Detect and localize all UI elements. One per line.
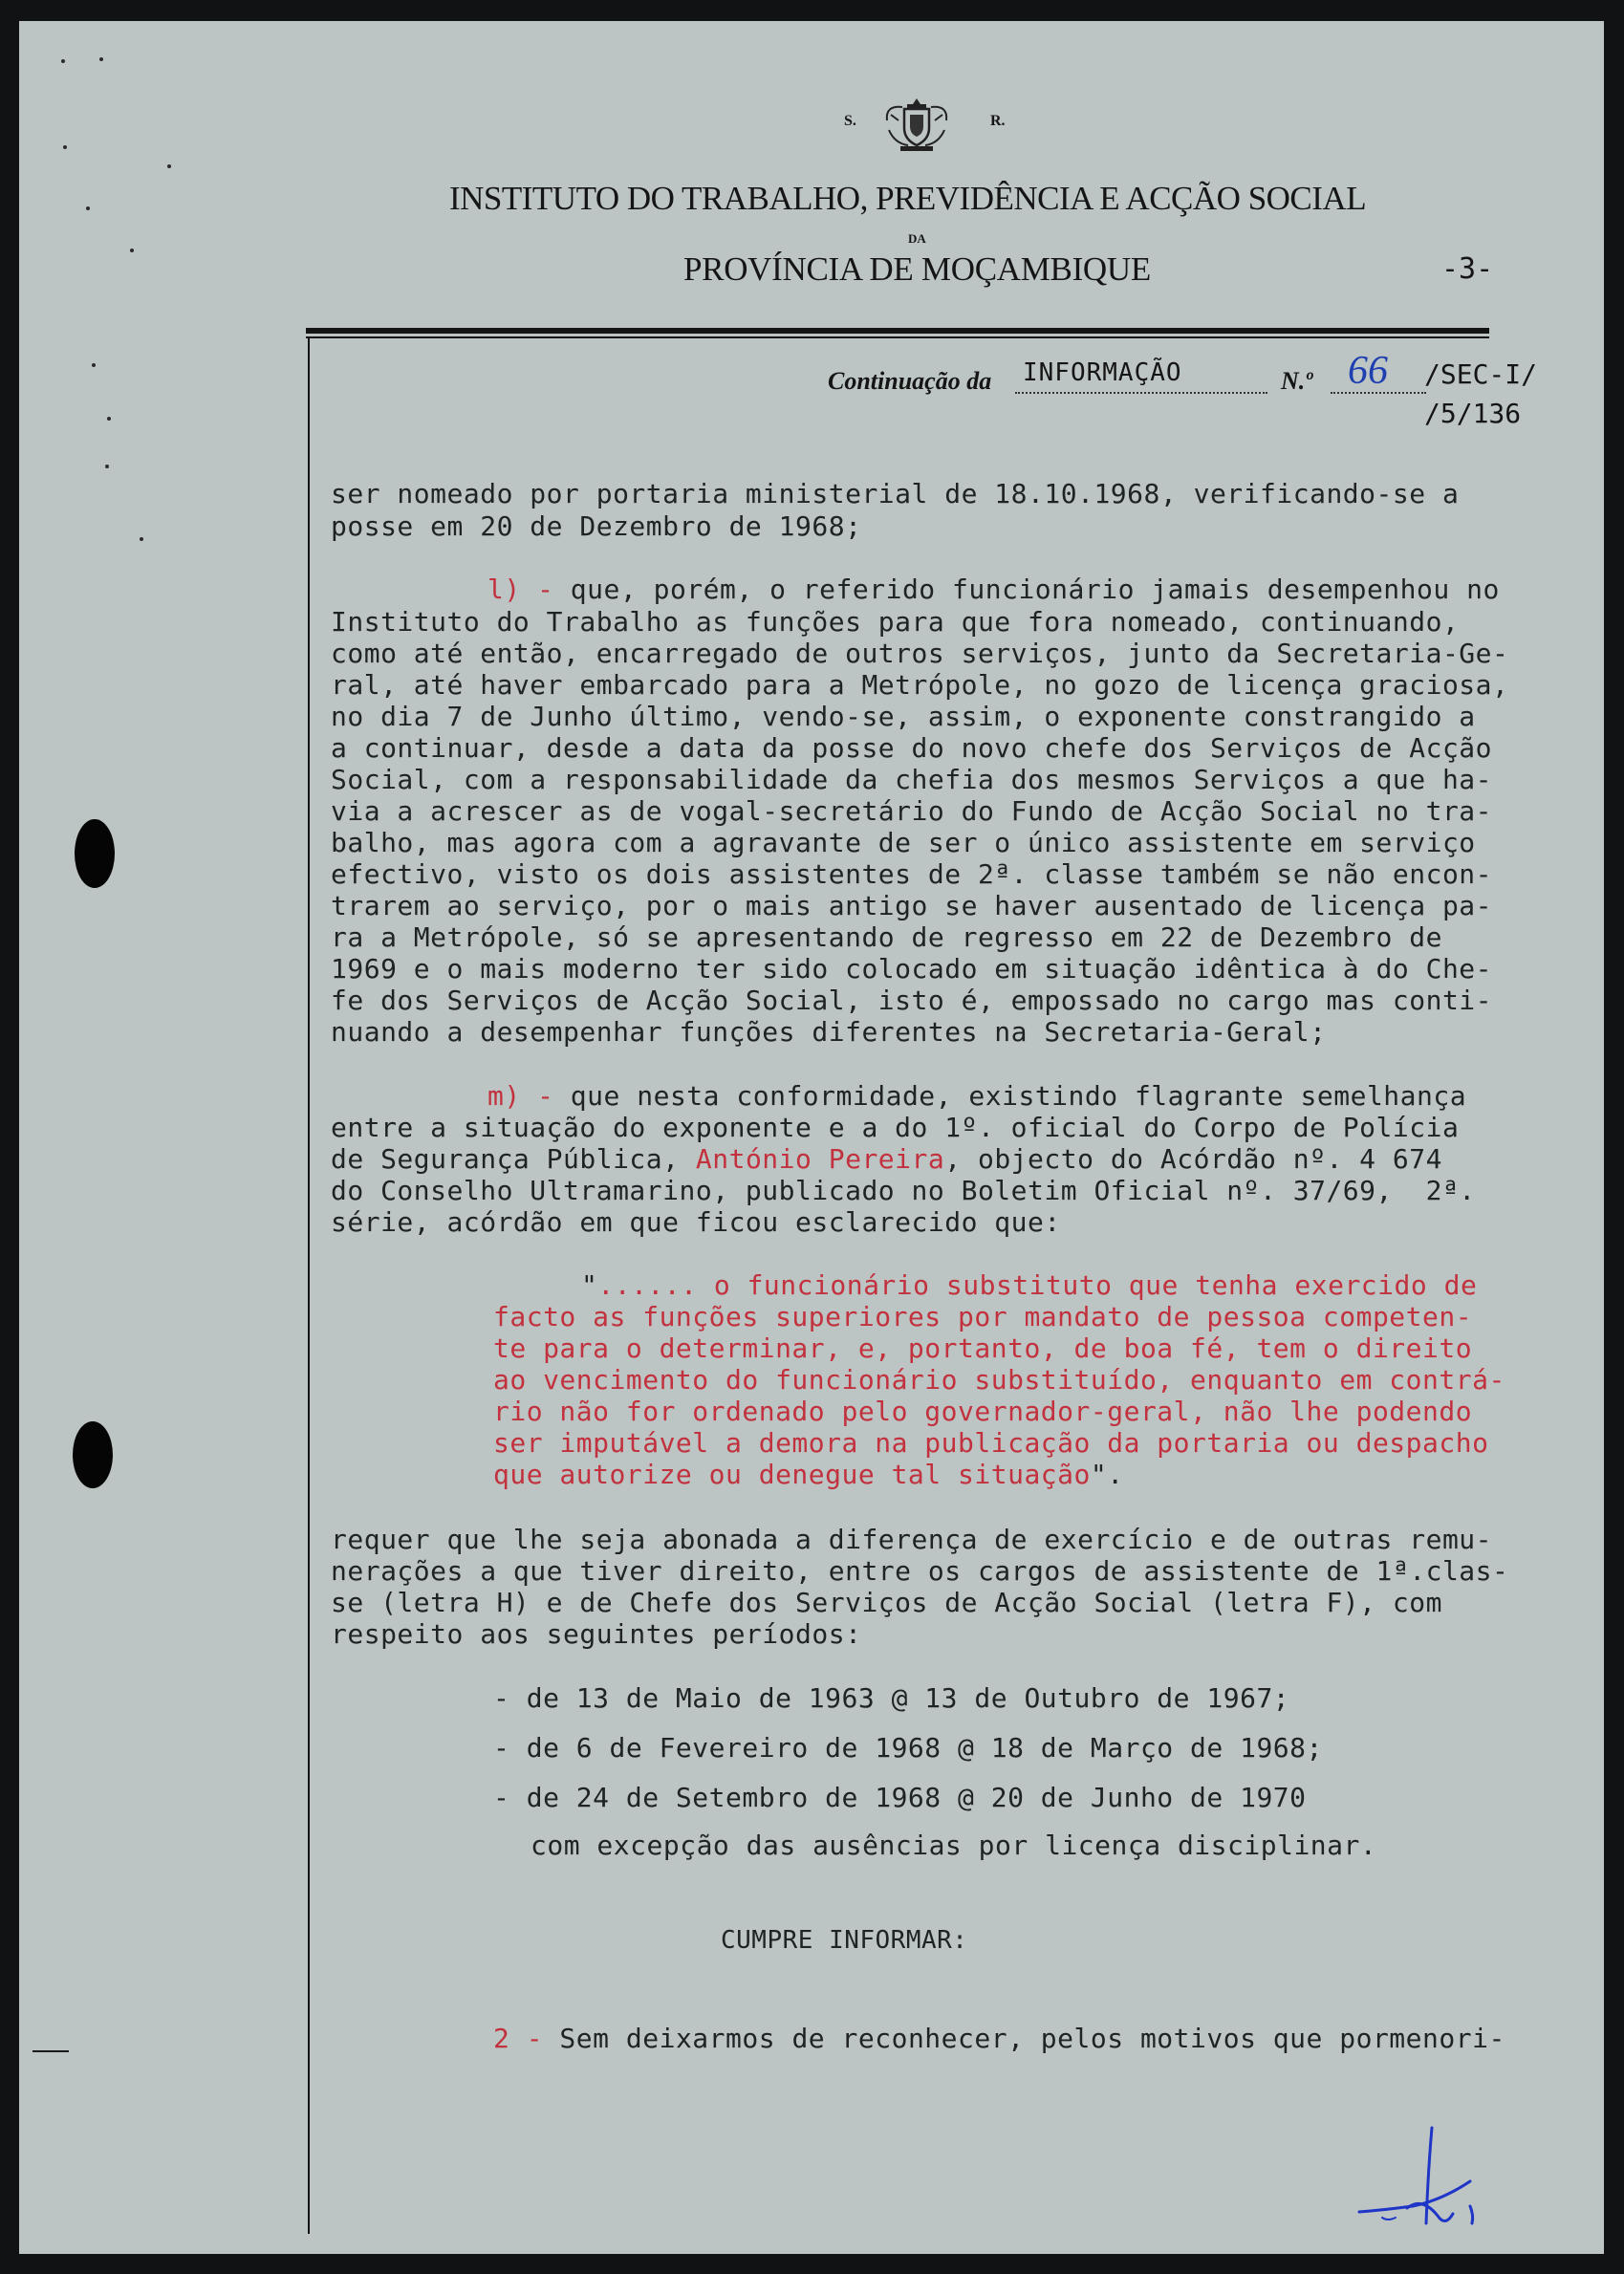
- text-span: que nesta conformidade, existindo flagrante semelhança: [553, 1080, 1467, 1112]
- text-line: via a acrescer as de vogal-secretário do Fundo de Acção Social no tra-: [331, 795, 1493, 827]
- binding-mark: [92, 363, 96, 367]
- text-line: ral, até haver embarcado para a Metrópole, no gozo de licença graciosa,: [331, 669, 1509, 701]
- text-line: balho, mas agora com a agravante de ser o único assistente em serviço: [331, 827, 1476, 858]
- binding-mark: [86, 206, 90, 210]
- period-item: - de 6 de Fevereiro de 1968 @ 18 de Março de 1968;: [493, 1732, 1323, 1764]
- text-line: no dia 7 de Junho último, vendo-se, assim, o exponente constrangido a: [331, 701, 1476, 732]
- continuation-label: Continuação da: [828, 367, 992, 395]
- page-number: -3-: [1441, 252, 1494, 286]
- text-line: ra a Metrópole, só se apresentando de regresso em 22 de Dezembro de: [331, 921, 1442, 953]
- quote-close-mark: ".: [1090, 1459, 1124, 1490]
- binding-mark: [105, 465, 109, 468]
- text-line: se (letra H) e de Chefe dos Serviços de Acção Social (letra F), com: [331, 1587, 1442, 1618]
- text-line: como até então, encarregado de outros serviços, junto da Secretaria-Ge-: [331, 638, 1509, 669]
- text-line: do Conselho Ultramarino, publicado no Boletim Oficial nº. 37/69, 2ª.: [331, 1175, 1476, 1206]
- handwritten-signature: [1346, 2124, 1518, 2239]
- text-span: Sem deixarmos de reconhecer, pelos motivos que pormenori-: [543, 2023, 1505, 2054]
- binding-mark: [99, 57, 103, 61]
- text-line: trarem ao serviço, por o mais antigo se haver ausentado de licença pa-: [331, 890, 1493, 921]
- text-line: a continuar, desde a data da posse do novo chefe dos Serviços de Acção: [331, 732, 1493, 764]
- text-line: efectivo, visto os dois assistentes de 2ª. classe também se não encon-: [331, 858, 1493, 890]
- text-line: requer que lhe seja abonada a diferença de exercício e de outras remu-: [331, 1524, 1493, 1555]
- quote-text: que autorize ou denegue tal situação: [493, 1459, 1091, 1490]
- handwritten-number: 66: [1348, 349, 1388, 393]
- quote-line: ao vencimento do funcionário substituído, enquanto em contrá-: [493, 1364, 1505, 1396]
- text-line: fe dos Serviços de Acção Social, isto é, empossado no cargo mas conti-: [331, 985, 1493, 1016]
- text-line: ser nomeado por portaria ministerial de 18.10.1968, verificando-se a: [331, 478, 1460, 509]
- paragraph-marker: 2 -: [493, 2023, 544, 2054]
- quote-line: ser imputável a demora na publicação da portaria ou despacho: [493, 1427, 1489, 1459]
- header-title-da: DA: [908, 231, 926, 246]
- binding-mark: [130, 249, 134, 252]
- quote-text: ...... o funcionário substituto que tenha exercido de: [597, 1269, 1478, 1301]
- section-heading: CUMPRE INFORMAR:: [721, 1926, 968, 1955]
- left-margin-rule: [308, 336, 310, 2234]
- header-rule-thin: [306, 336, 1489, 338]
- punch-hole-top: [75, 819, 115, 888]
- margin-tick-mark: [32, 2050, 69, 2052]
- quote-last-line: [493, 1459, 1124, 1490]
- binding-mark: [63, 145, 67, 149]
- binding-mark: [167, 164, 171, 168]
- text-line: Social, com a responsabilidade da chefia dos mesmos Serviços a que ha-: [331, 764, 1493, 795]
- period-item: - de 24 de Setembro de 1968 @ 20 de Junho de 1970: [493, 1782, 1307, 1813]
- text-line: respeito aos seguintes períodos:: [331, 1618, 862, 1650]
- binding-mark: [107, 417, 111, 421]
- text-line: nerações a que tiver direito, entre os cargos de assistente de 1ª.clas-: [331, 1555, 1509, 1587]
- header-title-line1: INSTITUTO DO TRABALHO, PREVIDÊNCIA E ACÇÃO SOCIAL: [449, 180, 1367, 217]
- punch-hole-bottom: [73, 1421, 113, 1488]
- highlighted-name: António Pereira: [695, 1143, 945, 1175]
- quote-line: rio não for ordenado pelo governador-geral, não lhe podendo: [493, 1396, 1473, 1427]
- document-type: INFORMAÇÃO: [1023, 358, 1182, 387]
- paragraph-2-first-line: [493, 2023, 1505, 2054]
- text-span: , objecto do Acórdão nº. 4 674: [944, 1143, 1442, 1175]
- text-line: entre a situação do exponente e a do 1º. oficial do Corpo de Polícia: [331, 1112, 1460, 1143]
- header-rule-thick: [306, 328, 1489, 334]
- text-line: nuando a desempenhar funções diferentes na Secretaria-Geral;: [331, 1016, 1327, 1048]
- text-line: 1969 e o mais moderno ter sido colocado em situação idêntica à do Che-: [331, 953, 1493, 985]
- quote-first-line: [581, 1269, 1477, 1301]
- text-span: de Segurança Pública,: [331, 1143, 696, 1175]
- binding-mark: [61, 59, 65, 63]
- quote-line: facto as funções superiores por mandato de pessoa competen-: [493, 1301, 1473, 1332]
- binding-mark: [140, 537, 143, 541]
- quote-open-mark: ": [581, 1269, 598, 1301]
- paragraph-marker: m) -: [487, 1080, 554, 1112]
- exception-note: com excepção das ausências por licença disciplinar.: [531, 1830, 1377, 1861]
- reference-code: /SEC-I/: [1424, 358, 1538, 390]
- paragraph-marker: l) -: [487, 574, 554, 605]
- reference-code-line2: /5/136: [1424, 398, 1522, 429]
- text-line: posse em 20 de Dezembro de 1968;: [331, 510, 862, 542]
- header-sr-right: R.: [990, 113, 1006, 129]
- text-line-with-name: [331, 1143, 1442, 1175]
- header-title-line2: PROVÍNCIA DE MOÇAMBIQUE: [683, 250, 1151, 288]
- quote-line: te para o determinar, e, portanto, de boa fé, tem o direito: [493, 1332, 1473, 1364]
- text-line: Instituto do Trabalho as funções para que fora nomeado, continuando,: [331, 606, 1460, 638]
- text-span: que, porém, o referido funcionário jamais desempenhou no: [553, 574, 1500, 605]
- coat-of-arms-emblem: [881, 96, 952, 155]
- document-type-underline: [1015, 392, 1267, 394]
- number-label: N.º: [1281, 367, 1313, 395]
- header-sr-left: S.: [844, 113, 856, 129]
- paragraph-m-first-line: [487, 1080, 1466, 1112]
- paragraph-l-first-line: [487, 574, 1500, 605]
- text-line: série, acórdão em que ficou esclarecido que:: [331, 1206, 1061, 1238]
- period-item: - de 13 de Maio de 1963 @ 13 de Outubro de 1967;: [493, 1682, 1290, 1714]
